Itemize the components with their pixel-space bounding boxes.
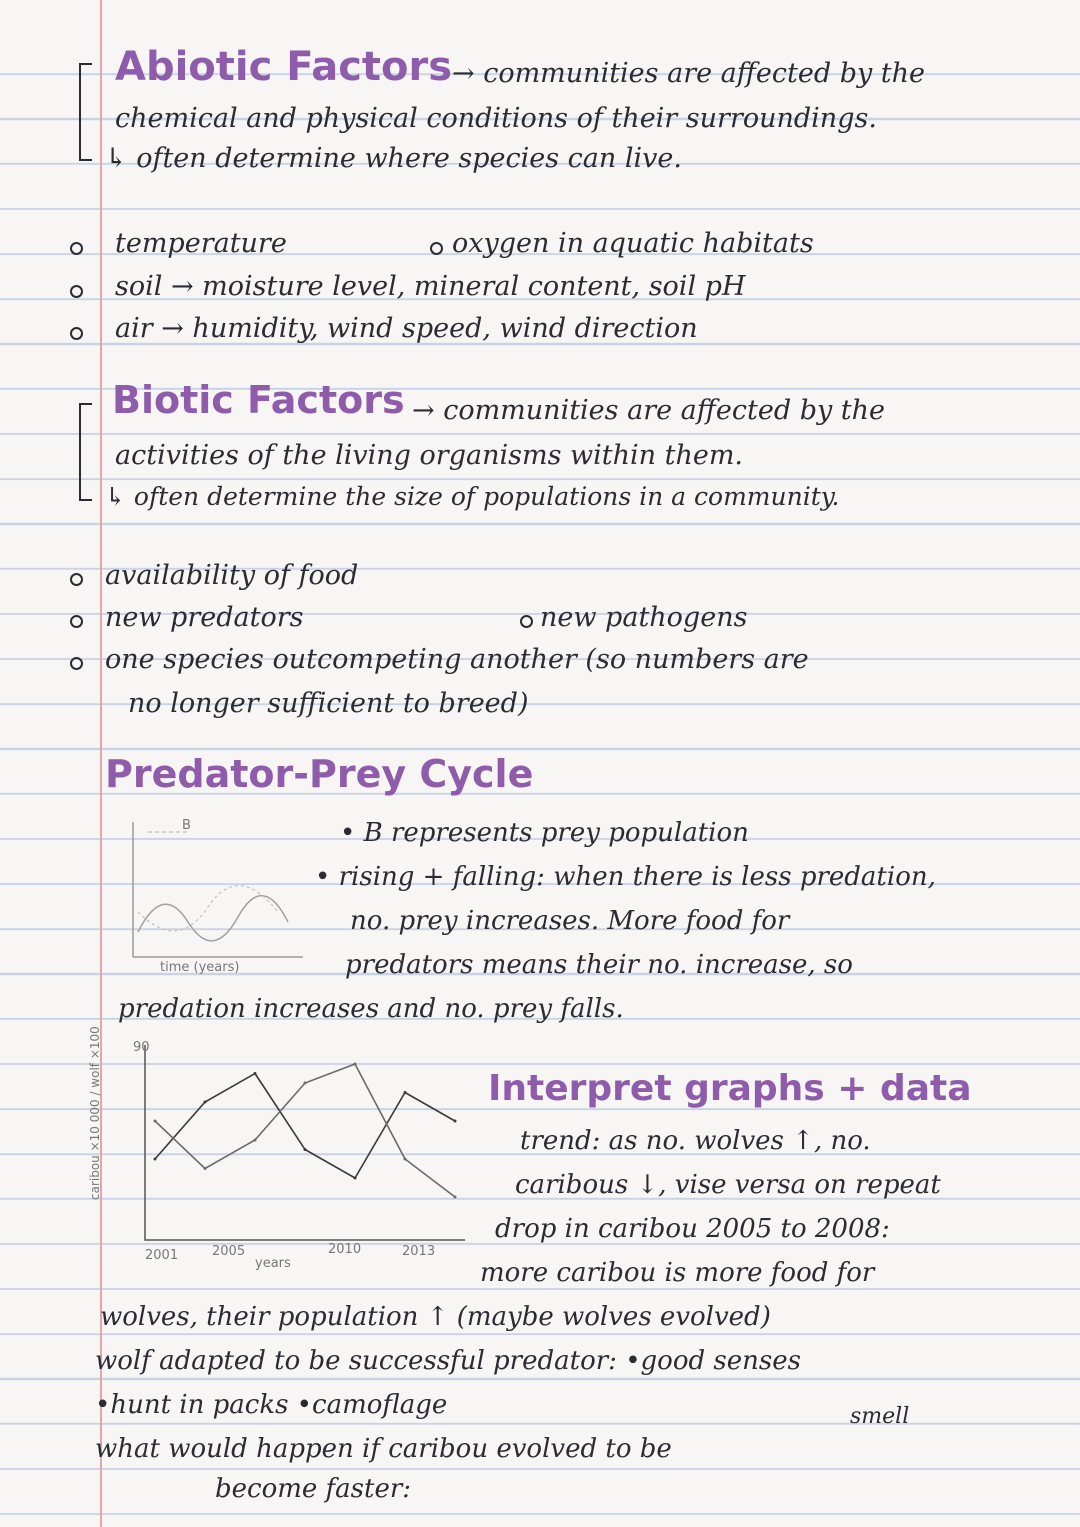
interpret-line-7: •hunt in packs •camoflage bbox=[95, 1390, 448, 1420]
bullet-icon bbox=[70, 242, 83, 255]
graph-axes bbox=[145, 1045, 465, 1240]
biotic-item-food: availability of food bbox=[105, 560, 359, 591]
interpret-line-6: wolf adapted to be successful predator: •good senses bbox=[95, 1346, 801, 1376]
biotic-item-outcompeting: one species outcompeting another (so numbers are bbox=[105, 644, 809, 675]
series-0-point-3 bbox=[304, 1148, 307, 1151]
abiotic-item-soil: soil → moisture level, mineral content, soil pH bbox=[115, 271, 746, 302]
interpret-line-4: more caribou is more food for bbox=[480, 1258, 875, 1288]
margin-line bbox=[100, 0, 102, 1527]
graph-x-tick-2001: 2001 bbox=[145, 1248, 179, 1263]
biotic-title: Biotic Factors bbox=[112, 378, 405, 422]
bullet-icon bbox=[520, 615, 533, 628]
cycle-title: Predator-Prey Cycle bbox=[105, 752, 534, 796]
bullet-icon bbox=[70, 327, 83, 340]
abiotic-bracket bbox=[70, 60, 100, 170]
bullet-icon bbox=[70, 615, 83, 628]
interpret-title: Interpret graphs + data bbox=[488, 1068, 972, 1109]
interpret-line-10: become faster: bbox=[215, 1474, 412, 1504]
abiotic-item-temperature: temperature bbox=[115, 228, 287, 259]
series-1-point-1 bbox=[204, 1167, 207, 1170]
series-1-point-3 bbox=[304, 1082, 307, 1085]
cycle-line-2: • rising + falling: when there is less predation, bbox=[315, 862, 936, 892]
series-0-point-6 bbox=[454, 1120, 457, 1123]
biotic-bracket bbox=[70, 400, 100, 510]
biotic-definition-2: activities of the living organisms within them. bbox=[115, 440, 744, 471]
graph-x-tick-2010: 2010 bbox=[328, 1242, 362, 1257]
abiotic-item-oxygen: oxygen in aquatic habitats bbox=[452, 228, 814, 259]
series-0-point-5 bbox=[404, 1091, 407, 1094]
interpret-line-2: caribous ↓, vise versa on repeat bbox=[515, 1170, 941, 1200]
bullet-icon bbox=[70, 285, 83, 298]
abiotic-item-air: air → humidity, wind speed, wind direction bbox=[115, 313, 698, 344]
series-1-point-0 bbox=[154, 1120, 157, 1123]
series-1-point-5 bbox=[404, 1158, 407, 1161]
interpret-line-5: wolves, their population ↑ (maybe wolves evolved) bbox=[100, 1302, 771, 1332]
series-0-point-1 bbox=[204, 1101, 207, 1104]
cycle-line-5: predation increases and no. prey falls. bbox=[118, 994, 624, 1024]
biotic-item-predators: new predators bbox=[105, 602, 304, 633]
cycle-line-4: predators means their no. increase, so bbox=[345, 950, 853, 980]
cycle-sketch-graph bbox=[108, 812, 308, 972]
series-0-point-4 bbox=[354, 1177, 357, 1180]
bullet-icon bbox=[430, 242, 443, 255]
interpret-line-8: smell bbox=[850, 1404, 910, 1429]
bullet-icon bbox=[70, 573, 83, 586]
series-0-point-2 bbox=[254, 1072, 257, 1075]
abiotic-definition-3: ↳ often determine where species can live. bbox=[105, 143, 682, 174]
series-1-point-2 bbox=[254, 1139, 257, 1142]
graph-xlabel: years bbox=[255, 1256, 291, 1271]
graph-ylabel: caribou ×10 000 / wolf ×100 bbox=[88, 1026, 102, 1200]
biotic-definition-3: ↳ often determine the size of populations in a community. bbox=[105, 482, 840, 511]
biotic-item-pathogens: new pathogens bbox=[540, 602, 748, 633]
abiotic-definition-1: → communities are affected by the bbox=[452, 58, 926, 89]
cycle-line-1: • B represents prey population bbox=[340, 818, 749, 848]
graph-x-tick-2005: 2005 bbox=[212, 1244, 246, 1259]
series-0-point-0 bbox=[154, 1158, 157, 1161]
cycle-graph-xlabel: time (years) bbox=[160, 960, 240, 975]
abiotic-definition-2: chemical and physical conditions of their surroundings. bbox=[115, 103, 877, 134]
interpret-line-9: what would happen if caribou evolved to be bbox=[95, 1434, 672, 1464]
biotic-item-outcompeting-cont: no longer sufficient to breed) bbox=[128, 688, 529, 719]
bullet-icon bbox=[70, 657, 83, 670]
cycle-line-3: no. prey increases. More food for bbox=[350, 906, 790, 936]
series-1-point-6 bbox=[454, 1196, 457, 1199]
graph-y-tick: 90 bbox=[133, 1040, 150, 1055]
abiotic-title: Abiotic Factors bbox=[115, 44, 453, 90]
interpret-line-3: drop in caribou 2005 to 2008: bbox=[495, 1214, 890, 1244]
caribou-wolf-graph bbox=[95, 1030, 475, 1260]
interpret-line-1: trend: as no. wolves ↑, no. bbox=[520, 1126, 871, 1156]
series-1-point-4 bbox=[354, 1063, 357, 1066]
cycle-graph-marker: B bbox=[182, 818, 191, 833]
biotic-definition-1: → communities are affected by the bbox=[412, 395, 886, 426]
graph-x-tick-2013: 2013 bbox=[402, 1244, 436, 1259]
